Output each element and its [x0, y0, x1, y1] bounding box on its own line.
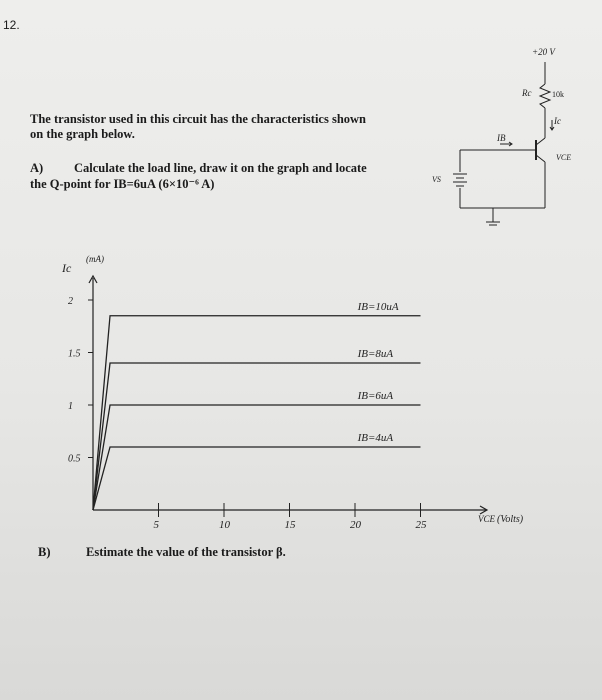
y-axis-unit: (mA): [86, 254, 104, 264]
part-a-label: A): [30, 161, 44, 175]
x-tick-label: 15: [284, 519, 296, 531]
part-a-line-1: Calculate the load line, draw it on the graph and locate: [74, 161, 367, 175]
rc-label: Rc: [522, 88, 532, 98]
part-a-line-2: the Q-point for IB=6uA (6×10⁻⁶ A): [30, 177, 215, 191]
intro-line-2: on the graph below.: [30, 127, 135, 141]
y-tick-label: 1: [68, 401, 73, 412]
curve-ib-10ua: [93, 316, 421, 510]
x-axis-label: VCE: [478, 514, 495, 524]
y-tick-label: 1.5: [68, 348, 81, 360]
x-tick-label: 10: [219, 519, 230, 531]
vce-label: VCE: [556, 153, 572, 162]
y-axis-label: Ic: [62, 261, 72, 275]
part-b: [38, 545, 286, 560]
x-tick-label: 20: [350, 519, 361, 531]
curve-ib-6ua: [93, 405, 421, 510]
series-label: IB=6uA: [357, 390, 394, 402]
series-label: IB=4uA: [357, 432, 394, 444]
question-number: 12.: [3, 18, 20, 32]
rc-value: 10k: [552, 90, 564, 99]
y-tick-label: 0.5: [68, 453, 81, 465]
vs-label: VS: [432, 175, 441, 184]
series-label: IB=8uA: [357, 348, 394, 360]
y-tick-label: 2: [68, 296, 73, 307]
x-axis-unit: (Volts): [497, 514, 524, 525]
part-b-text: Estimate the value of the transistor β.: [86, 545, 286, 559]
x-tick-label: 5: [153, 519, 159, 531]
x-tick-label: 25: [415, 519, 427, 531]
series-label: IB=10uA: [357, 300, 399, 313]
ib-label: IB: [497, 133, 506, 143]
ic-label: Ic: [554, 116, 561, 126]
supply-label: +20 V: [532, 47, 555, 57]
intro-line-1: The transistor used in this circuit has the characteristics shown: [30, 112, 366, 126]
curve-ib-4ua: [93, 447, 421, 510]
part-b-label: B): [38, 545, 51, 559]
